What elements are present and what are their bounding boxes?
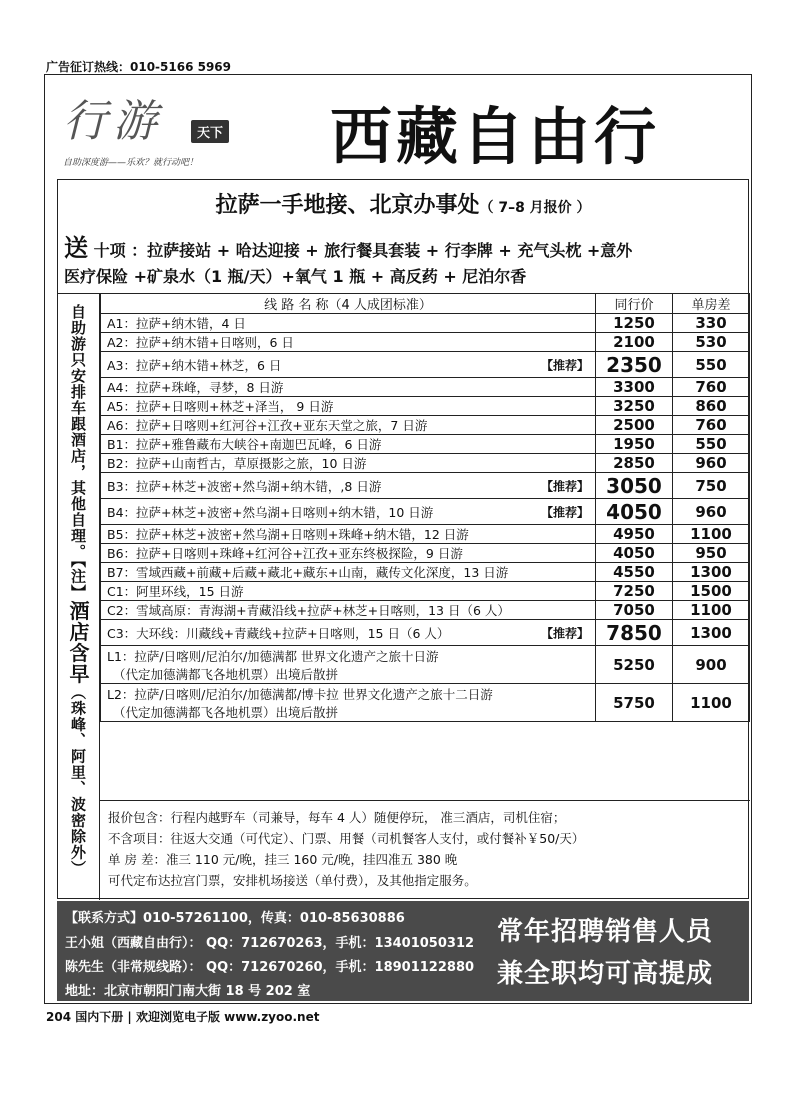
route-name	[101, 646, 596, 684]
route-name-text: B6：拉萨+日喀则+珠峰+红河谷+江孜+亚东终极探险，9 日游	[107, 546, 463, 561]
route-single-supplement: 950	[673, 544, 750, 563]
logo-badge: 天下	[191, 120, 229, 143]
route-price: 7050	[596, 601, 673, 620]
route-price: 2100	[596, 333, 673, 352]
route-name-text: B1：拉萨+雅鲁藏布大峡谷+南迦巴瓦峰，6 日游	[107, 437, 382, 452]
route-name	[101, 435, 596, 454]
route-name-text: A1：拉萨+纳木错，4 日	[107, 316, 246, 331]
route-price: 1250	[596, 314, 673, 333]
ad-frame	[44, 74, 752, 1004]
contact-wang: 王小姐（西藏自由行）： QQ：712670263，手机：13401050312	[65, 936, 475, 951]
route-name-text: C3：大环线：川藏线+青藏线+拉萨+日喀则，15 日（6 人）	[107, 625, 450, 641]
route-single-supplement: 860	[673, 397, 750, 416]
route-name	[101, 397, 596, 416]
route-name-text: B4：拉萨+林芝+波密+然乌湖+日喀则+纳木错，10 日游	[107, 504, 434, 520]
route-name-text: L1：拉萨/日喀则/尼泊尔/加德满都 世界文化遗产之旅十日游	[107, 648, 439, 664]
contact-bar	[57, 901, 749, 1001]
page-title: 西藏自由行	[330, 100, 661, 173]
offer-box	[57, 179, 749, 899]
table-row	[101, 525, 750, 544]
route-single-supplement: 760	[673, 378, 750, 397]
logo-script: 行游	[63, 96, 163, 147]
page-footer: 204 国内下册 | 欢迎浏览电子版 www.zyoo.net	[46, 1010, 320, 1024]
route-name-text: L2：拉萨/日喀则/尼泊尔/加德满都/博卡拉 世界文化遗产之旅十二日游	[107, 686, 493, 702]
route-price: 5250	[596, 646, 673, 684]
table-row	[101, 620, 750, 646]
gifts-lead: 送	[64, 234, 88, 262]
recruit-line-1: 常年招聘销售人员	[497, 917, 714, 947]
gifts-line-1	[64, 228, 632, 263]
contact-address: 地址：北京市朝阳门南大街 18 号 202 室	[65, 984, 311, 999]
route-name-text: C2：雪域高原：青海湖+青藏沿线+拉萨+林芝+日喀则，13 日（6 人）	[107, 603, 510, 618]
table-row	[101, 544, 750, 563]
route-name-text: A6：拉萨+日喀则+红河谷+江孜+亚东天堂之旅，7 日游	[107, 418, 428, 433]
route-name-text: B3：拉萨+林芝+波密+然乌湖+纳木错，,8 日游	[107, 478, 382, 494]
col-route-name: 线 路 名 称（4 人成团标准）	[101, 294, 596, 314]
route-single-supplement: 960	[673, 499, 750, 525]
table-row	[101, 646, 750, 684]
ad-hotline: 广告征订热线：010-5166 5969	[46, 60, 232, 74]
route-single-supplement: 550	[673, 352, 750, 378]
gifts-line-2: 医疗保险 +矿泉水（1 瓶/天）+氧气 1 瓶 + 高反药 + 尼泊尔香	[64, 267, 527, 286]
table-row	[101, 435, 750, 454]
route-price: 2500	[596, 416, 673, 435]
route-name-text: A2：拉萨+纳木错+日喀则，6 日	[107, 335, 294, 350]
table-row	[101, 352, 750, 378]
recommended-tag: 【推荐】	[540, 505, 589, 519]
side-note-2: 酒店含早	[66, 600, 90, 685]
table-row	[101, 684, 750, 722]
route-single-supplement: 550	[673, 435, 750, 454]
route-name-sub: （代定加德满都飞各地机票）出境后散拼	[113, 704, 339, 720]
route-table	[100, 293, 750, 722]
table-header-row	[101, 294, 750, 314]
side-note	[58, 293, 100, 900]
route-name-text: A5：拉萨+日喀则+林芝+泽当， 9 日游	[107, 399, 334, 414]
recruit-line-2: 兼全职均可高提成	[497, 959, 714, 989]
route-name-text: A4：拉萨+珠峰，寻梦，8 日游	[107, 380, 284, 395]
route-name	[101, 416, 596, 435]
route-name	[101, 525, 596, 544]
subtitle-text: 拉萨一手地接、北京办事处	[215, 193, 480, 218]
route-price: 3050	[596, 473, 673, 499]
logo-slogan: 自助深度游——乐欢？就行动吧！	[63, 158, 199, 168]
note-line: 单 房 差：准三 110 元/晚，挂三 160 元/晚，挂四准五 380 晚	[108, 852, 458, 867]
route-name	[101, 563, 596, 582]
table-row	[101, 473, 750, 499]
route-name	[101, 378, 596, 397]
route-name-text: B5：拉萨+林芝+波密+然乌湖+日喀则+珠峰+纳木错，12 日游	[107, 527, 469, 542]
note-line: 可代定布达拉宫门票，安排机场接送（单付费），及其他指定服务。	[108, 873, 477, 888]
route-name	[101, 454, 596, 473]
contact-chen: 陈先生（非常规线路）： QQ：712670260，手机：18901122880	[65, 960, 475, 975]
table-row	[101, 454, 750, 473]
route-single-supplement: 900	[673, 646, 750, 684]
route-name	[101, 333, 596, 352]
route-name-text: B7：雪域西藏+前藏+后藏+藏北+藏东+山南，藏传文化深度，13 日游	[107, 565, 509, 580]
table-row	[101, 601, 750, 620]
route-price: 1950	[596, 435, 673, 454]
route-single-supplement: 1300	[673, 563, 750, 582]
route-single-supplement: 1300	[673, 620, 750, 646]
route-name	[101, 499, 596, 525]
table-row	[101, 499, 750, 525]
recommended-tag: 【推荐】	[540, 358, 589, 372]
note-line: 报价包含：行程内越野车（司兼导，每车 4 人）随便停玩， 准三酒店，司机住宿；	[108, 810, 566, 825]
route-single-supplement: 530	[673, 333, 750, 352]
route-name	[101, 601, 596, 620]
header	[45, 75, 750, 178]
recommended-tag: 【推荐】	[540, 626, 589, 640]
table-row	[101, 314, 750, 333]
route-name-text: B2：拉萨+山南哲古，草原摄影之旅，10 日游	[107, 456, 367, 471]
table-row	[101, 397, 750, 416]
route-price: 3300	[596, 378, 673, 397]
route-name-text: C1：阿里环线，15 日游	[107, 584, 244, 599]
route-price: 4050	[596, 544, 673, 563]
table-row	[101, 378, 750, 397]
note-line: 不含项目：往返大交通（可代定）、门票、用餐（司机餐客人支付，或付餐补￥50/天）	[108, 831, 585, 846]
route-single-supplement: 960	[673, 454, 750, 473]
notes	[100, 800, 750, 900]
route-single-supplement: 1100	[673, 601, 750, 620]
route-price: 4950	[596, 525, 673, 544]
route-name	[101, 473, 596, 499]
route-price: 5750	[596, 684, 673, 722]
subtitle-note: （ 7–8 月报价 ）	[479, 200, 591, 216]
route-name	[101, 314, 596, 333]
col-single: 单房差	[673, 294, 750, 314]
route-single-supplement: 750	[673, 473, 750, 499]
route-name	[101, 544, 596, 563]
route-name	[101, 684, 596, 722]
table-row	[101, 416, 750, 435]
table-row	[101, 563, 750, 582]
contact-phone: 【联系方式】010-57261100，传真：010-85630886	[65, 911, 405, 926]
gifts-line1-text: 十项 ：拉萨接站 + 哈达迎接 + 旅行餐具套装 + 行李牌 + 充气头枕 +意外	[88, 241, 633, 260]
table-row	[101, 333, 750, 352]
col-price: 同行价	[596, 294, 673, 314]
route-single-supplement: 1100	[673, 525, 750, 544]
side-note-1: 自助游只安排车跟酒店，其他自理。【注】	[69, 304, 87, 601]
route-name-text: A3：拉萨+纳木错+林芝，6 日	[107, 357, 282, 373]
route-price: 2350	[596, 352, 673, 378]
route-name	[101, 352, 596, 378]
route-name	[101, 620, 596, 646]
side-note-3: （珠峰、阿里、波密除外）	[69, 684, 87, 877]
subtitle	[58, 188, 748, 219]
route-single-supplement: 1500	[673, 582, 750, 601]
route-price: 7850	[596, 620, 673, 646]
route-price: 7250	[596, 582, 673, 601]
table-row	[101, 582, 750, 601]
route-price: 3250	[596, 397, 673, 416]
route-price: 4550	[596, 563, 673, 582]
route-single-supplement: 1100	[673, 684, 750, 722]
route-single-supplement: 330	[673, 314, 750, 333]
route-name-sub: （代定加德满都飞各地机票）出境后散拼	[113, 666, 339, 682]
recommended-tag: 【推荐】	[540, 479, 589, 493]
route-name	[101, 582, 596, 601]
route-price: 2850	[596, 454, 673, 473]
route-price: 4050	[596, 499, 673, 525]
route-single-supplement: 760	[673, 416, 750, 435]
brand-logo	[63, 85, 293, 170]
